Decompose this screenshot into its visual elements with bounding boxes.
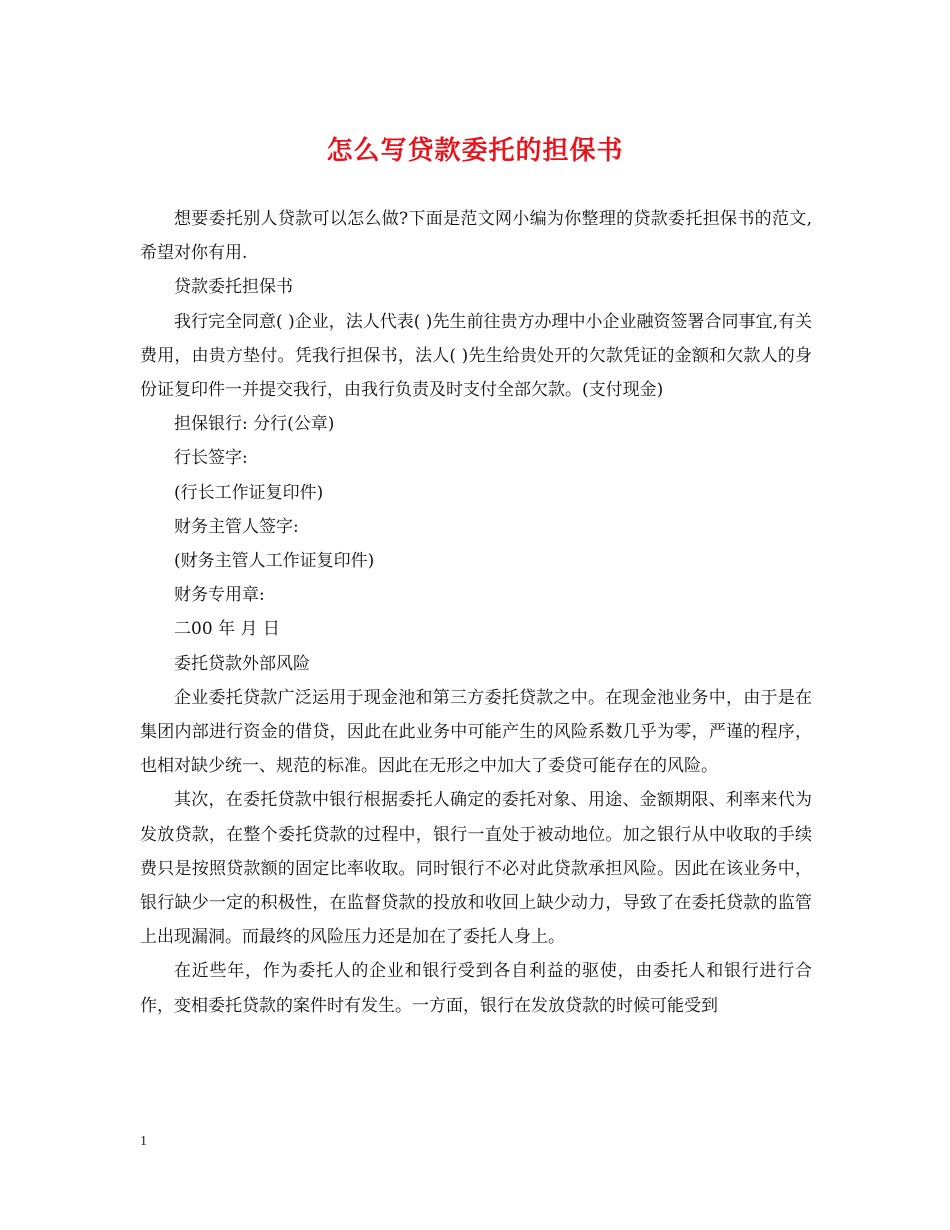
paragraph-risk-2: 其次，在委托贷款中银行根据委托人确定的委托对象、用途、金额期限、利率来代为发放贷款，在整个委托贷款的过程中，银行一直处于被动地位。加之银行从中收取的手续费只是按照贷款额的固定比率收取。同时银行不必对此贷款承担风险。因此在该业务中，银行缺少一定的积极性，在监督贷款的投放和收回上缺少动力，导致了在委托贷款的监管上出现漏洞。而最终的风险压力还是加在了委托人身上。 <box>140 790 812 948</box>
paragraph-finance-id-copy: (财务主管人工作证复印件) <box>174 551 375 572</box>
paragraph-president-signature: 行长签字: <box>174 448 248 469</box>
paragraph-guarantee-body: 我行完全同意( )企业，法人代表( )先生前往贵方办理中小企业融资签署合同事宜,有关费用，由贵方垫付。凭我行担保书，法人( )先生给贵处开的欠款凭证的金额和欠款人的身份证复印件一并提交我行，由我行负责及时支付全部欠款。(支付现金) <box>140 311 812 401</box>
paragraph-risk-3: 在近些年，作为委托人的企业和银行受到各自利益的驱使，由委托人和银行进行合作，变相委托贷款的案件时有发生。一方面，银行在发放贷款的时候可能受到 <box>140 961 812 1016</box>
paragraph-heading-risk: 委托贷款外部风险 <box>174 653 310 674</box>
document-body <box>140 202 812 1023</box>
page-number: 1 <box>140 1134 147 1149</box>
paragraph-heading-guarantee: 贷款委托担保书 <box>174 277 293 298</box>
paragraph-intro: 想要委托别人贷款可以怎么做?下面是范文网小编为你整理的贷款委托担保书的范文,希望对你有用. <box>140 209 812 264</box>
paragraph-finance-seal: 财务专用章: <box>174 585 265 606</box>
paragraph-guarantee-bank: 担保银行: 分行(公章) <box>174 414 335 435</box>
document-title: 怎么写贷款委托的担保书 <box>326 136 624 166</box>
paragraph-risk-1: 企业委托贷款广泛运用于现金池和第三方委托贷款之中。在现金池业务中，由于是在集团内部进行资金的借贷，因此在此业务中可能产生的风险系数几乎为零，严谨的程序，也相对缺少统一、规范的标准。因此在无形之中加大了委贷可能存在的风险。 <box>140 687 812 777</box>
paragraph-president-id-copy: (行长工作证复印件) <box>174 482 324 503</box>
paragraph-finance-signature: 财务主管人签字: <box>174 516 299 537</box>
paragraph-date: 二00 年 月 日 <box>174 619 280 640</box>
